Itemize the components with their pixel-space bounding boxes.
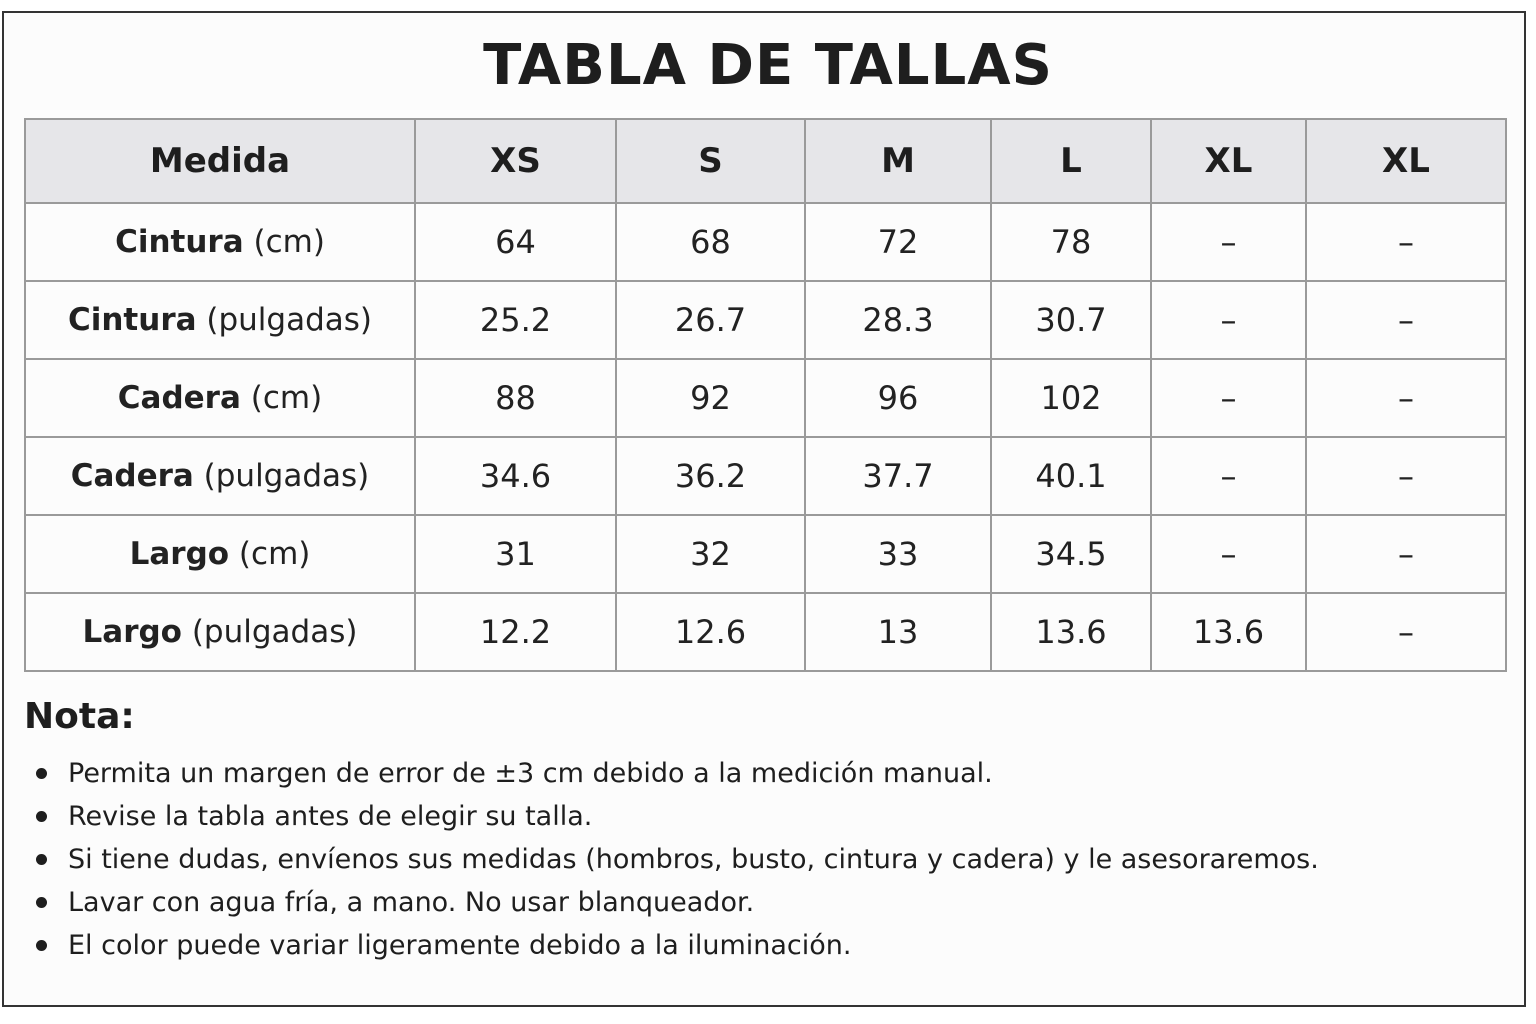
column-header-xl-2: XL <box>1306 119 1506 203</box>
column-header-xs: XS <box>415 119 616 203</box>
column-header-l: L <box>991 119 1151 203</box>
table-row <box>25 203 1506 281</box>
row-label <box>25 437 415 515</box>
row-label-unit: (pulgadas) <box>196 302 373 338</box>
list-item <box>30 795 1500 838</box>
nota-item-text: Si tiene dudas, envíenos sus medidas (hombros, busto, cintura y cadera) y le asesoraremos. <box>68 844 1319 875</box>
column-header-medida: Medida <box>25 119 415 203</box>
row-label-measure: Cadera <box>70 458 194 494</box>
table-cell: – <box>1306 359 1506 437</box>
table-cell: 102 <box>991 359 1151 437</box>
table-cell: 30.7 <box>991 281 1151 359</box>
row-label-measure: Largo <box>82 614 182 650</box>
table-cell: 13.6 <box>991 593 1151 671</box>
list-item <box>30 752 1500 795</box>
list-item <box>30 881 1500 924</box>
column-header-s: S <box>616 119 805 203</box>
bullet-icon <box>36 940 47 951</box>
table-row <box>25 359 1506 437</box>
row-label-unit: (pulgadas) <box>181 614 358 650</box>
row-label <box>25 515 415 593</box>
table-cell: 78 <box>991 203 1151 281</box>
table-cell: 12.6 <box>616 593 805 671</box>
table-cell: 40.1 <box>991 437 1151 515</box>
row-label <box>25 281 415 359</box>
row-label-measure: Largo <box>129 536 230 572</box>
table-cell: 37.7 <box>805 437 991 515</box>
table-cell: 13.6 <box>1151 593 1306 671</box>
table-cell: 72 <box>805 203 991 281</box>
table-cell: 32 <box>616 515 805 593</box>
page-title: TABLA DE TALLAS <box>483 33 1053 98</box>
table-cell: 92 <box>616 359 805 437</box>
bullet-icon <box>36 811 47 822</box>
table-cell: – <box>1151 281 1306 359</box>
table-cell: – <box>1306 593 1506 671</box>
row-label-measure: Cintura <box>115 224 244 260</box>
table-row <box>25 281 1506 359</box>
nota-item-text: Lavar con agua fría, a mano. No usar blanqueador. <box>68 887 755 918</box>
row-label-unit: (cm) <box>243 224 325 260</box>
table-cell: 33 <box>805 515 991 593</box>
table-cell: 34.6 <box>415 437 616 515</box>
table-cell: – <box>1151 203 1306 281</box>
table-cell: 12.2 <box>415 593 616 671</box>
list-item <box>30 924 1500 967</box>
table-row <box>25 593 1506 671</box>
table-cell: – <box>1306 437 1506 515</box>
table-cell: 96 <box>805 359 991 437</box>
nota-item-text: El color puede variar ligeramente debido a la iluminación. <box>68 930 852 961</box>
table-cell: 64 <box>415 203 616 281</box>
bullet-icon <box>36 768 47 779</box>
list-item <box>30 838 1500 881</box>
row-label-measure: Cintura <box>67 302 197 338</box>
table-cell: – <box>1306 515 1506 593</box>
nota-heading: Nota: <box>24 696 135 737</box>
bullet-icon <box>36 854 47 865</box>
bullet-icon <box>36 897 47 908</box>
table-cell: – <box>1306 281 1506 359</box>
table-header-row <box>25 119 1506 203</box>
table-cell: 25.2 <box>415 281 616 359</box>
column-header-m: M <box>805 119 991 203</box>
table-row <box>25 437 1506 515</box>
size-chart-table <box>24 118 1507 672</box>
table-cell: 68 <box>616 203 805 281</box>
nota-item-text: Revise la tabla antes de elegir su talla. <box>68 801 593 832</box>
row-label-unit: (cm) <box>240 380 323 416</box>
table-cell: 34.5 <box>991 515 1151 593</box>
table-cell: 28.3 <box>805 281 991 359</box>
table-cell: – <box>1151 437 1306 515</box>
table-cell: 36.2 <box>616 437 805 515</box>
table-cell: 26.7 <box>616 281 805 359</box>
table-cell: 88 <box>415 359 616 437</box>
row-label <box>25 359 415 437</box>
table-cell: – <box>1306 203 1506 281</box>
row-label-unit: (pulgadas) <box>193 458 370 494</box>
table-cell: 13 <box>805 593 991 671</box>
nota-list <box>30 752 1500 967</box>
row-label-measure: Cadera <box>117 380 241 416</box>
row-label-unit: (cm) <box>229 536 311 572</box>
table-cell: – <box>1151 359 1306 437</box>
row-label <box>25 593 415 671</box>
table-cell: – <box>1151 515 1306 593</box>
row-label <box>25 203 415 281</box>
column-header-xl: XL <box>1151 119 1306 203</box>
nota-item-text: Permita un margen de error de ±3 cm debido a la medición manual. <box>68 758 993 789</box>
table-cell: 31 <box>415 515 616 593</box>
table-row <box>25 515 1506 593</box>
